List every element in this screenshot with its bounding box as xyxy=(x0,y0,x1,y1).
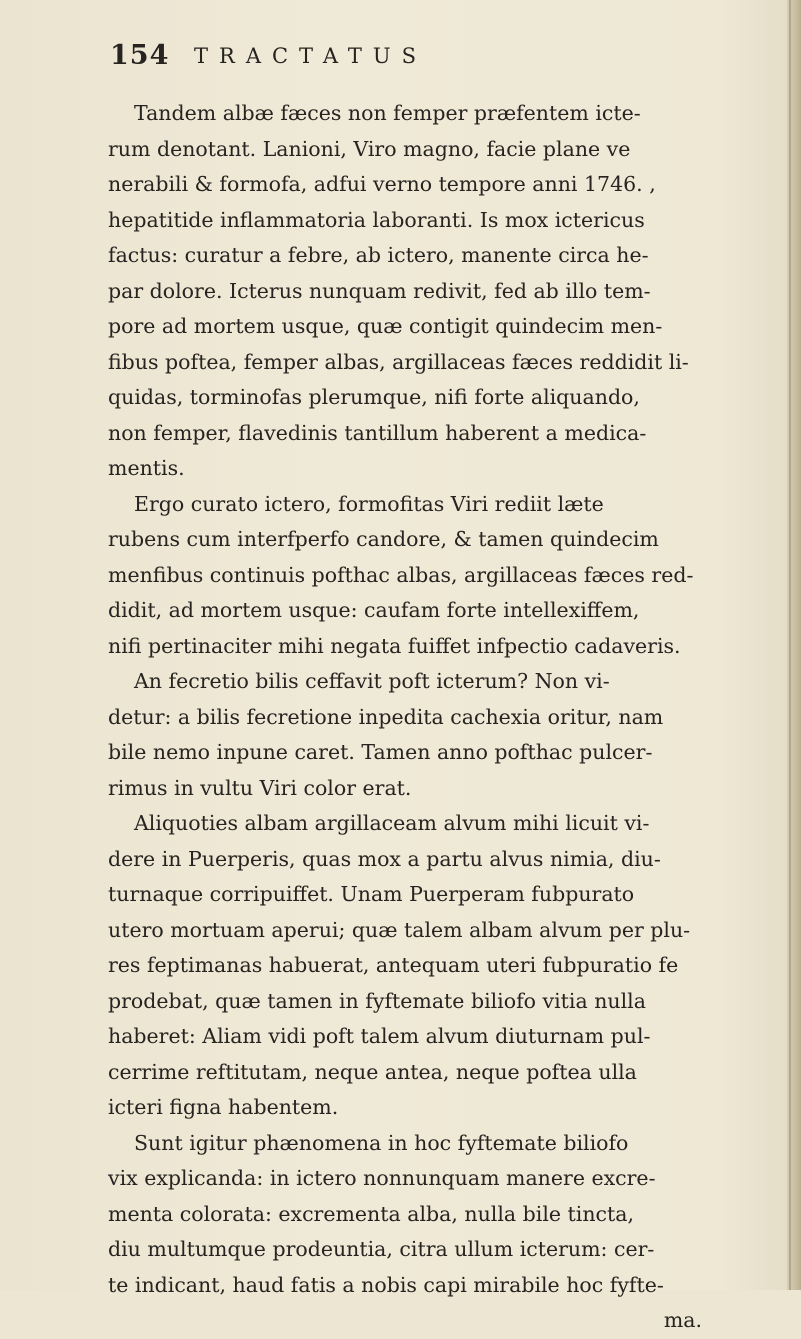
text-line: par dolore. Icterus nunquam redivit, fed ab illo tem- xyxy=(108,278,651,303)
text-line: diu multumque prodeuntia, citra ullum icterum: cer- xyxy=(108,1237,655,1261)
text-line: menfibus continuis pofthac albas, argillaceas fæces red- xyxy=(108,562,694,587)
text-line: menta colorata: excrementa alba, nulla bile tincta, xyxy=(108,1201,634,1226)
page-edge-shadow xyxy=(789,0,791,1290)
text-line: cerrime reftitutam, neque antea, neque poftea ulla xyxy=(108,1059,637,1084)
page-number: 154 xyxy=(110,40,170,71)
text-line: Aliquoties albam argillaceam alvum mihi licuit vi- xyxy=(134,811,650,835)
text-line: vix explicanda: in ictero nonnunquam manere excre- xyxy=(108,1166,656,1190)
text-line: nifi pertinaciter mihi negata fuiffet infpectio cadaveris. xyxy=(108,633,681,658)
text-line: rubens cum interfperfo candore, & tamen quindecim xyxy=(108,527,659,551)
text-line: Sunt igitur phænomena in hoc fyftemate biliofo xyxy=(134,1130,629,1155)
text-line: rimus in vultu Viri color erat. xyxy=(108,775,412,800)
text-line: te indicant, haud fatis a nobis capi mirabile hoc fyfte- xyxy=(108,1272,664,1297)
text-line: bile nemo inpune caret. Tamen anno pofthac pulcer- xyxy=(108,740,653,764)
text-line: detur: a bilis fecretione inpedita cachexia oritur, nam xyxy=(108,704,664,729)
text-line: An fecretio bilis ceffavit poft icterum? Non vi- xyxy=(134,669,610,693)
text-line: res feptimanas habuerat, antequam uteri fubpuratio fe xyxy=(108,953,679,977)
text-line: mentis. xyxy=(108,456,185,480)
text-line: prodebat, quæ tamen in fyftemate biliofo vitia nulla xyxy=(108,988,646,1013)
body-text xyxy=(108,96,748,1339)
text-line: non femper, flavedinis tantillum haberent a medica- xyxy=(108,420,647,445)
text-line: hepatitide inflammatoria laboranti. Is mox ictericus xyxy=(108,207,645,232)
text-line: dere in Puerperis, quas mox a partu alvus nimia, diu- xyxy=(108,846,661,871)
text-line: pore ad mortem usque, quæ contigit quindecim men- xyxy=(108,314,663,338)
text-line: nerabili & formofa, adfui verno tempore anni 1746. , xyxy=(108,172,656,196)
text-line: didit, ad mortem usque: caufam forte intellexiffem, xyxy=(108,598,640,622)
text-line: factus: curatur a febre, ab ictero, manente circa he- xyxy=(108,243,649,267)
text-line: turnaque corripuiffet. Unam Puerperam fubpurato xyxy=(108,882,635,906)
text-line: quidas, torminofas plerumque, nifi forte aliquando, xyxy=(108,385,640,409)
text-line: rum denotant. Lanioni, Viro magno, facie plane ve xyxy=(108,136,631,161)
text-line: fibus poftea, femper albas, argillaceas fæces reddidit li- xyxy=(108,349,689,374)
text-line: Ergo curato ictero, formofitas Viri rediit læte xyxy=(134,491,604,516)
text-line: haberet: Aliam vidi poft talem alvum diuturnam pul- xyxy=(108,1024,651,1048)
running-title: TRACTATUS xyxy=(194,44,428,68)
text-line: icteri figna habentem. xyxy=(108,1095,339,1119)
page-header xyxy=(110,40,710,80)
text-line: ma. xyxy=(663,1308,702,1332)
text-line: Tandem albæ fæces non femper præfentem icte- xyxy=(134,101,641,125)
text-line: utero mortuam aperui; quæ talem albam alvum per plu- xyxy=(108,917,691,942)
